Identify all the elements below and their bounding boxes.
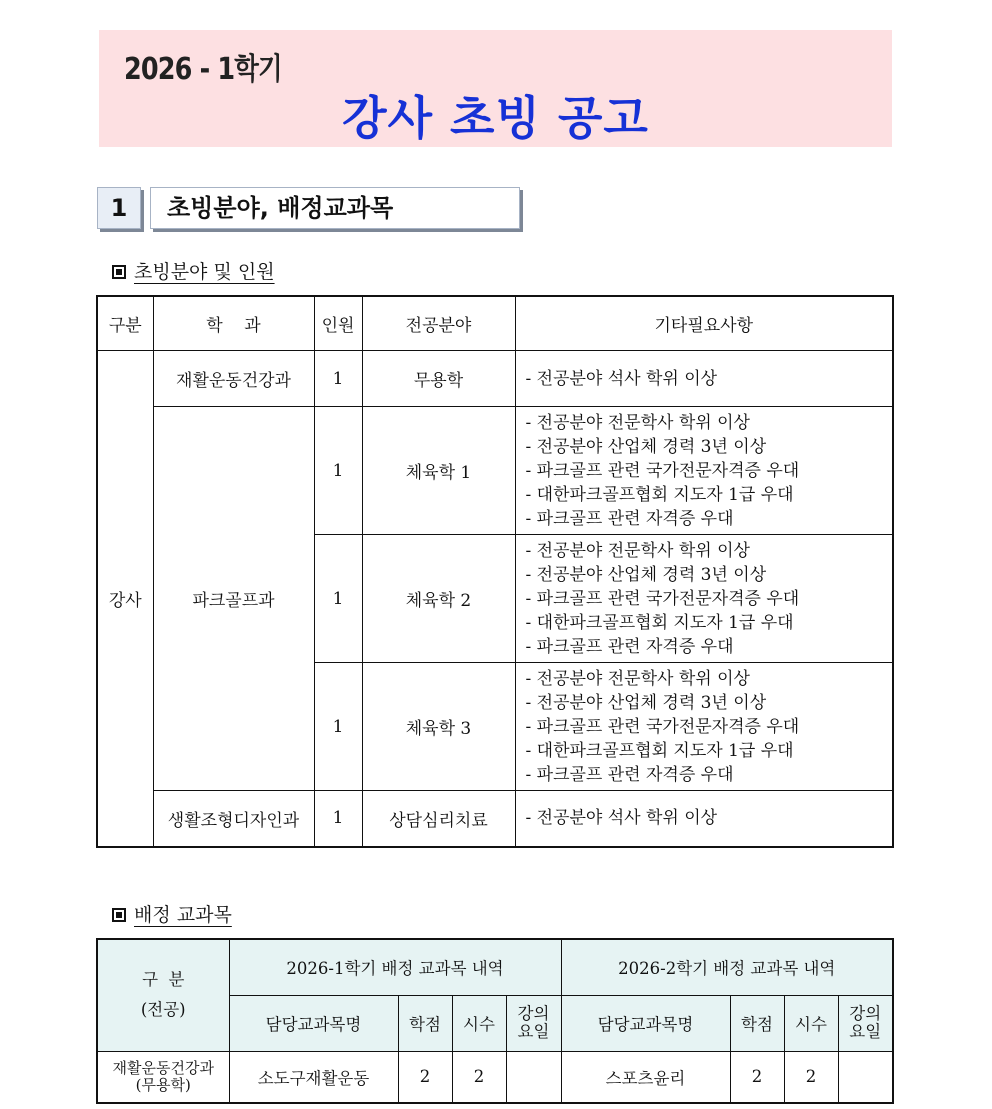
sem1-credit-header: 학점 — [398, 995, 452, 1051]
count-cell: 1 — [314, 535, 362, 663]
semester-label: 2026 - 1학기 — [124, 52, 282, 87]
sem1-header: 2026-1학기 배정 교과목 내역 — [229, 939, 561, 995]
recruit-subtitle: 초빙분야 및 인원 — [112, 257, 275, 284]
count-cell: 1 — [314, 791, 362, 847]
sem1-credit: 2 — [398, 1051, 452, 1103]
sem2-day — [838, 1051, 893, 1103]
title-banner — [99, 30, 892, 147]
header-major: 전공분야 — [362, 296, 515, 351]
dept-cell: 재활운동건강과 — [153, 351, 314, 407]
sem1-course-name: 소도구재활운동 — [229, 1051, 398, 1103]
header-category: 구분 — [97, 296, 153, 351]
courses-subtitle: 배정 교과목 — [112, 900, 232, 927]
dept-cell: 파크골프과 — [153, 407, 314, 791]
count-cell: 1 — [314, 407, 362, 535]
count-cell: 1 — [314, 351, 362, 407]
requirements-cell: - 전공분야 석사 학위 이상 — [515, 791, 893, 847]
recruit-table — [96, 295, 894, 848]
courses-category-header: 구 분 (전공) — [97, 939, 229, 1051]
sem2-day-header: 강의 요일 — [838, 995, 893, 1051]
sem1-day-header: 강의 요일 — [506, 995, 561, 1051]
section-title: 초빙분야, 배정교과목 — [150, 187, 520, 229]
major-cell: 무용학 — [362, 351, 515, 407]
sem2-credit: 2 — [730, 1051, 784, 1103]
requirements-cell: - 전공분야 전문학사 학위 이상 - 전공분야 산업체 경력 3년 이상 - 파크골프 관련 국가전문자격증 우대 - 대한파크골프협회 지도자 1급 우대 - 파크골프 관련 자격증 우대 — [515, 407, 893, 535]
sem1-name-header: 담당교과목명 — [229, 995, 398, 1051]
sem1-hours: 2 — [452, 1051, 506, 1103]
header-count: 인원 — [314, 296, 362, 351]
courses-table — [96, 938, 894, 1104]
requirements-cell: - 전공분야 전문학사 학위 이상 - 전공분야 산업체 경력 3년 이상 - 파크골프 관련 국가전문자격증 우대 - 대한파크골프협회 지도자 1급 우대 - 파크골프 관련 자격증 우대 — [515, 663, 893, 791]
table-row — [97, 1051, 893, 1103]
square-bullet-icon — [112, 908, 126, 922]
sem1-hours-header: 시수 — [452, 995, 506, 1051]
requirements-cell: - 전공분야 석사 학위 이상 — [515, 351, 893, 407]
category-cell: 강사 — [97, 351, 153, 847]
major-cell: 체육학 1 — [362, 407, 515, 535]
requirements-cell: - 전공분야 전문학사 학위 이상 - 전공분야 산업체 경력 3년 이상 - 파크골프 관련 국가전문자격증 우대 - 대한파크골프협회 지도자 1급 우대 - 파크골프 관련 자격증 우대 — [515, 535, 893, 663]
header-requirements: 기타필요사항 — [515, 296, 893, 351]
dept-cell: 생활조형디자인과 — [153, 791, 314, 847]
header-dept: 학 과 — [153, 296, 314, 351]
page-title: 강사 초빙 공고 — [342, 91, 649, 145]
table-row — [97, 351, 893, 407]
count-cell: 1 — [314, 663, 362, 791]
major-cell: 체육학 3 — [362, 663, 515, 791]
section-number: 1 — [97, 187, 141, 229]
table-row — [97, 791, 893, 847]
major-cell: 상담심리치료 — [362, 791, 515, 847]
major-cell: 체육학 2 — [362, 535, 515, 663]
course-dept-cell: 재활운동건강과 (무용학) — [97, 1051, 229, 1103]
sem1-day — [506, 1051, 561, 1103]
sem2-hours: 2 — [784, 1051, 838, 1103]
sem2-credit-header: 학점 — [730, 995, 784, 1051]
square-bullet-icon — [112, 265, 126, 279]
sem2-header: 2026-2학기 배정 교과목 내역 — [561, 939, 893, 995]
table-row — [97, 407, 893, 535]
courses-header-row — [97, 939, 893, 995]
sem2-hours-header: 시수 — [784, 995, 838, 1051]
sem2-name-header: 담당교과목명 — [561, 995, 730, 1051]
sem2-course-name: 스포츠윤리 — [561, 1051, 730, 1103]
table-header-row — [97, 296, 893, 351]
